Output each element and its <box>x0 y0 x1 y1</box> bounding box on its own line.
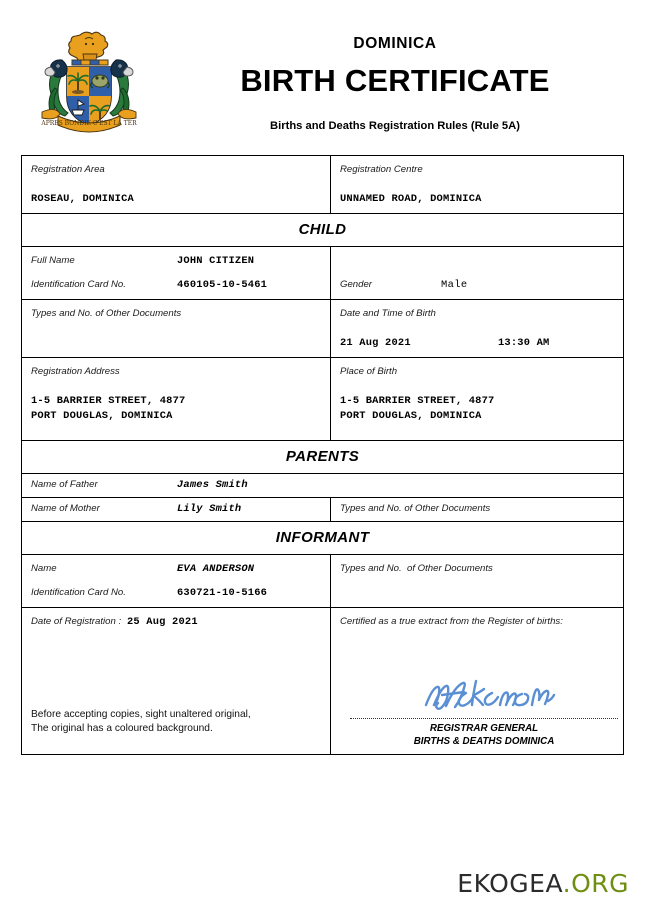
child-registration-address-line2: PORT DOUGLAS, DOMINICA <box>31 410 173 422</box>
mother-name-value: Lily Smith <box>177 503 242 515</box>
child-birth-time-value: 13:30 AM <box>498 337 550 349</box>
child-birth-datetime-label: Date and Time of Birth <box>340 308 436 319</box>
informant-id-card <box>31 586 321 601</box>
brand-tld: .ORG <box>562 869 629 898</box>
table-row-certification <box>22 608 623 754</box>
table-row-section-informant <box>22 522 623 555</box>
registration-centre-cell <box>331 156 623 213</box>
registration-area-value: ROSEAU, DOMINICA <box>31 193 134 205</box>
informant-name-value: EVA ANDERSON <box>177 563 255 575</box>
section-header-parents: PARENTS <box>285 448 360 465</box>
child-full-name <box>31 254 321 269</box>
mother-cell <box>22 498 331 521</box>
child-birth-datetime-cell <box>331 300 623 357</box>
section-header-child: CHILD <box>298 221 347 238</box>
brand-name: EKOGEA <box>457 869 563 898</box>
registration-date-cell <box>22 608 331 754</box>
registration-centre-value: UNNAMED ROAD, DOMINICA <box>340 193 482 205</box>
child-id-card-value: 460105-10-5461 <box>177 279 268 291</box>
informant-identity-cell <box>22 555 331 607</box>
child-registration-address-line1: 1-5 BARRIER STREET, 4877 <box>31 395 186 407</box>
table-row-mother <box>22 498 623 522</box>
child-registration-address-label: Registration Address <box>31 366 120 377</box>
registration-rules-line: Births and Deaths Registration Rules (Rule 5A) <box>270 120 520 132</box>
registrar-title-line1: REGISTRAR GENERAL <box>429 723 539 734</box>
registration-centre-label: Registration Centre <box>340 164 423 175</box>
table-row-section-child <box>22 214 623 247</box>
child-registration-address-cell <box>22 358 331 440</box>
child-full-name-value: JOHN CITIZEN <box>177 255 255 267</box>
ekogea-logo[interactable] <box>457 869 629 898</box>
registrar-title-line2: BIRTHS & DEATHS DOMINICA <box>413 736 555 747</box>
informant-other-documents-label: Types and No. of Other Documents <box>340 563 493 574</box>
registration-date-label: Date of Registration : <box>31 616 122 627</box>
page-footer <box>0 869 645 898</box>
table-row-child-addresses <box>22 358 623 441</box>
child-gender <box>340 278 614 293</box>
dominica-coat-of-arms-icon <box>28 30 150 138</box>
child-place-of-birth-line2: PORT DOUGLAS, DOMINICA <box>340 410 482 422</box>
table-row-registration <box>22 156 623 214</box>
registration-area-label: Registration Area <box>31 164 105 175</box>
copy-warning-line1: Before accepting copies, sight unaltered original, <box>31 709 251 720</box>
mother-name-label: Name of Mother <box>31 503 100 514</box>
certificate-table <box>21 155 624 755</box>
child-birth-date-value: 21 Aug 2021 <box>340 337 411 349</box>
child-place-of-birth-cell <box>331 358 623 440</box>
father-name <box>31 478 614 493</box>
header-titles <box>160 34 630 133</box>
child-full-name-label: Full Name <box>31 255 75 266</box>
father-cell <box>22 474 623 497</box>
informant-id-card-label: Identification Card No. <box>31 587 126 598</box>
table-row-child-documents <box>22 300 623 358</box>
father-name-value: James Smith <box>177 479 248 491</box>
signature-rule <box>350 718 618 719</box>
section-header-informant: INFORMANT <box>275 529 370 546</box>
registrar-signature-icon <box>418 675 558 717</box>
child-place-of-birth-label: Place of Birth <box>340 366 398 377</box>
registration-area-cell <box>22 156 331 213</box>
table-row-section-parents <box>22 441 623 474</box>
document-title: BIRTH CERTIFICATE <box>240 63 550 98</box>
child-id-card <box>31 278 321 293</box>
table-row-father <box>22 474 623 498</box>
certification-cell <box>331 608 623 754</box>
parents-other-documents-label: Types and No. of Other Documents <box>340 503 491 514</box>
mother-name <box>31 502 321 517</box>
registration-date <box>31 615 321 630</box>
child-other-documents-cell <box>22 300 331 357</box>
registration-date-value: 25 Aug 2021 <box>127 616 198 628</box>
parents-other-documents-cell <box>331 498 623 521</box>
svg-text:APRES BONDIE C'EST LA TER: APRES BONDIE C'EST LA TER <box>41 120 137 127</box>
informant-name-label: Name <box>31 563 57 574</box>
father-name-label: Name of Father <box>31 479 98 490</box>
registrar-caption <box>340 722 623 748</box>
informant-other-documents-cell <box>331 555 623 607</box>
child-id-card-label: Identification Card No. <box>31 279 126 290</box>
child-gender-value: Male <box>441 279 468 291</box>
informant-name <box>31 562 321 577</box>
child-gender-label: Gender <box>340 279 372 290</box>
copy-warning-line2: The original has a coloured background. <box>31 723 213 734</box>
child-other-documents-label: Types and No. of Other Documents <box>31 308 182 319</box>
table-row-informant-identity <box>22 555 623 608</box>
child-gender-cell <box>331 247 623 299</box>
certified-text: Certified as a true extract from the Register of births: <box>340 616 563 627</box>
informant-id-card-value: 630721-10-5166 <box>177 587 268 599</box>
certificate-header <box>0 0 645 152</box>
child-identity-cell <box>22 247 331 299</box>
country-name: DOMINICA <box>353 35 437 52</box>
table-row-child-identity <box>22 247 623 300</box>
child-place-of-birth-line1: 1-5 BARRIER STREET, 4877 <box>340 395 495 407</box>
child-birth-datetime-values <box>340 336 614 351</box>
